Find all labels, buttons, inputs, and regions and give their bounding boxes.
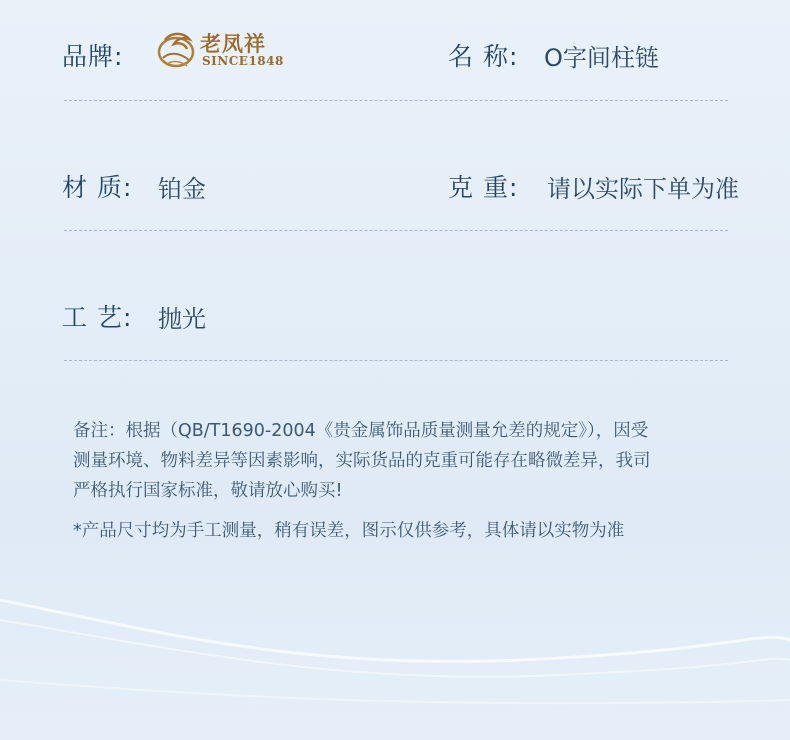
brand-logo-english: SINCE1848 <box>202 54 284 68</box>
name-label: 名 称: <box>448 42 519 71</box>
weight-value: 请以实际下单为准 <box>547 175 739 203</box>
background-wave-decoration <box>0 560 790 740</box>
brand-logo <box>155 28 284 72</box>
divider-2 <box>64 230 728 231</box>
remark-line: 备注：根据（QB/T1690-2004《贵金属饰品质量测量允差的规定》），因受 <box>73 421 649 441</box>
brand-logo-chinese: 老凤祥 <box>200 31 266 56</box>
remark-line: 严格执行国家标准，敬请放心购买! <box>73 481 343 501</box>
remark-line: 测量环境、物料差异等因素影响，实际货品的克重可能存在略微差异，我司 <box>73 451 651 471</box>
brand-label: 品牌: <box>62 42 124 71</box>
name-value: O字间柱链 <box>544 44 659 72</box>
divider-3 <box>64 360 728 361</box>
weight-label: 克 重: <box>448 173 519 202</box>
craft-label: 工 艺: <box>62 303 133 332</box>
material-value: 铂金 <box>158 175 206 203</box>
divider-1 <box>64 100 728 101</box>
craft-value: 抛光 <box>158 305 206 333</box>
remark-note <box>73 416 733 506</box>
disclaimer-note: *产品尺寸均为手工测量，稍有误差，图示仅供参考，具体请以实物为准 <box>73 521 625 541</box>
phoenix-logo-icon <box>155 30 197 70</box>
material-label: 材 质: <box>62 173 133 202</box>
